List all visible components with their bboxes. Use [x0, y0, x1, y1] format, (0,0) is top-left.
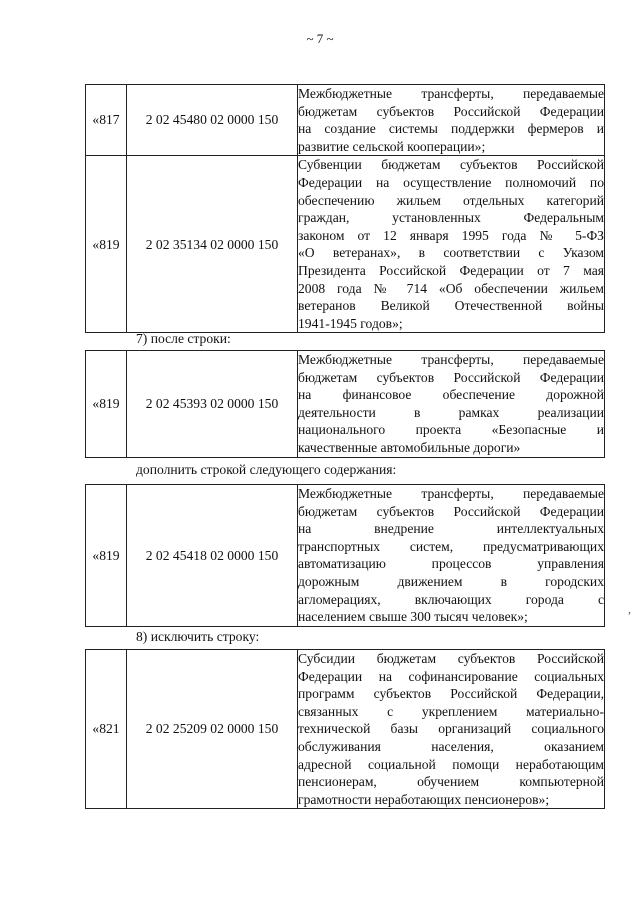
- row-kbk: 2 02 45418 02 0000 150: [127, 485, 298, 627]
- desc-line: обслуживания населения, оказанием: [298, 738, 604, 754]
- desc-line: технической базы организаций социального: [298, 721, 604, 737]
- desc-line: Федерации на осуществление полномочий по: [298, 174, 604, 190]
- desc-line: «О ветеранах», в соответствии с Указом: [298, 245, 604, 261]
- row-description: [298, 485, 605, 627]
- row-kbk: 2 02 45480 02 0000 150: [127, 85, 298, 156]
- table-row-block-4: [85, 649, 605, 809]
- note-after-row: 7) после строки:: [136, 331, 231, 346]
- desc-line: Межбюджетные трансферты, передаваемые: [298, 352, 604, 367]
- desc-line: программ субъектов Российской Федерации,: [298, 686, 604, 702]
- page-number: ~ 7 ~: [306, 31, 334, 46]
- row-code: «821: [86, 650, 127, 809]
- desc-line: Межбюджетные трансферты, передаваемые: [298, 86, 604, 101]
- desc-line: 1941-1945 годов»;: [298, 315, 403, 331]
- desc-line: связанных с укреплением материально-: [298, 703, 604, 719]
- table-row-block-1: [85, 84, 605, 333]
- desc-line: бюджетам субъектов Российской Федерации: [298, 369, 604, 385]
- note-remove-row: 8) исключить строку:: [136, 629, 260, 644]
- table-row-block-2: [85, 350, 605, 458]
- desc-line: деятельности в рамках реализации: [298, 404, 604, 420]
- desc-line: на создание системы поддержки фермеров и: [298, 121, 604, 137]
- row-kbk: 2 02 35134 02 0000 150: [127, 156, 298, 333]
- desc-line: Межбюджетные трансферты, передаваемые: [298, 486, 604, 501]
- desc-line: национального проекта «Безопасные и: [298, 422, 604, 438]
- row-code: «819: [86, 485, 127, 627]
- desc-line: на финансовое обеспечение дорожной: [298, 387, 604, 403]
- row-description: [298, 156, 605, 333]
- desc-line: адресной социальной помощи неработающим: [298, 756, 604, 772]
- desc-line: 2008 года № 714 «Об обеспечении жильем: [298, 280, 604, 296]
- row-description: [298, 85, 605, 156]
- row-description: [298, 650, 605, 809]
- note-add-row: дополнить строкой следующего содержания:: [136, 462, 397, 477]
- desc-line: бюджетам субъектов Российской Федерации: [298, 103, 604, 119]
- table-row-block-3: [85, 484, 605, 627]
- row-code: «819: [86, 156, 127, 333]
- desc-line: ветеранов Великой Отечественной войны: [298, 298, 604, 314]
- desc-line: качественные автомобильные дороги»: [298, 439, 521, 455]
- desc-line: населением свыше 300 тысяч человек»;: [298, 609, 528, 625]
- margin-mark: ,: [628, 602, 631, 616]
- desc-line: пенсионерам, обучением компьютерной: [298, 774, 604, 790]
- desc-line: на внедрение интеллектуальных: [298, 521, 604, 537]
- row-description: [298, 351, 605, 458]
- row-kbk: 2 02 45393 02 0000 150: [127, 351, 298, 458]
- row-code: «817: [86, 85, 127, 156]
- desc-line: грамотности неработающих пенсионеров»;: [298, 791, 550, 807]
- desc-line: Президента Российской Федерации от 7 мая: [298, 262, 604, 278]
- desc-line: дорожным движением в городских: [298, 573, 604, 589]
- desc-line: законом от 12 января 1995 года № 5-ФЗ: [298, 227, 604, 243]
- desc-line: обеспечению жильем отдельных категорий: [298, 192, 604, 208]
- desc-line: транспортных систем, предусматривающих: [298, 538, 604, 554]
- row-code: «819: [86, 351, 127, 458]
- desc-line: Субсидии бюджетам субъектов Российской: [298, 651, 604, 666]
- row-kbk: 2 02 25209 02 0000 150: [127, 650, 298, 809]
- desc-line: развитие сельской кооперации»;: [298, 138, 486, 154]
- desc-line: Субвенции бюджетам субъектов Российской: [298, 157, 604, 173]
- desc-line: граждан, установленных Федеральным: [298, 210, 604, 226]
- desc-line: агломерациях, включающих города с: [298, 591, 604, 607]
- desc-line: автоматизацию процессов управления: [298, 556, 604, 572]
- desc-line: Федерации на софинансирование социальных: [298, 668, 604, 684]
- desc-line: бюджетам субъектов Российской Федерации: [298, 503, 604, 519]
